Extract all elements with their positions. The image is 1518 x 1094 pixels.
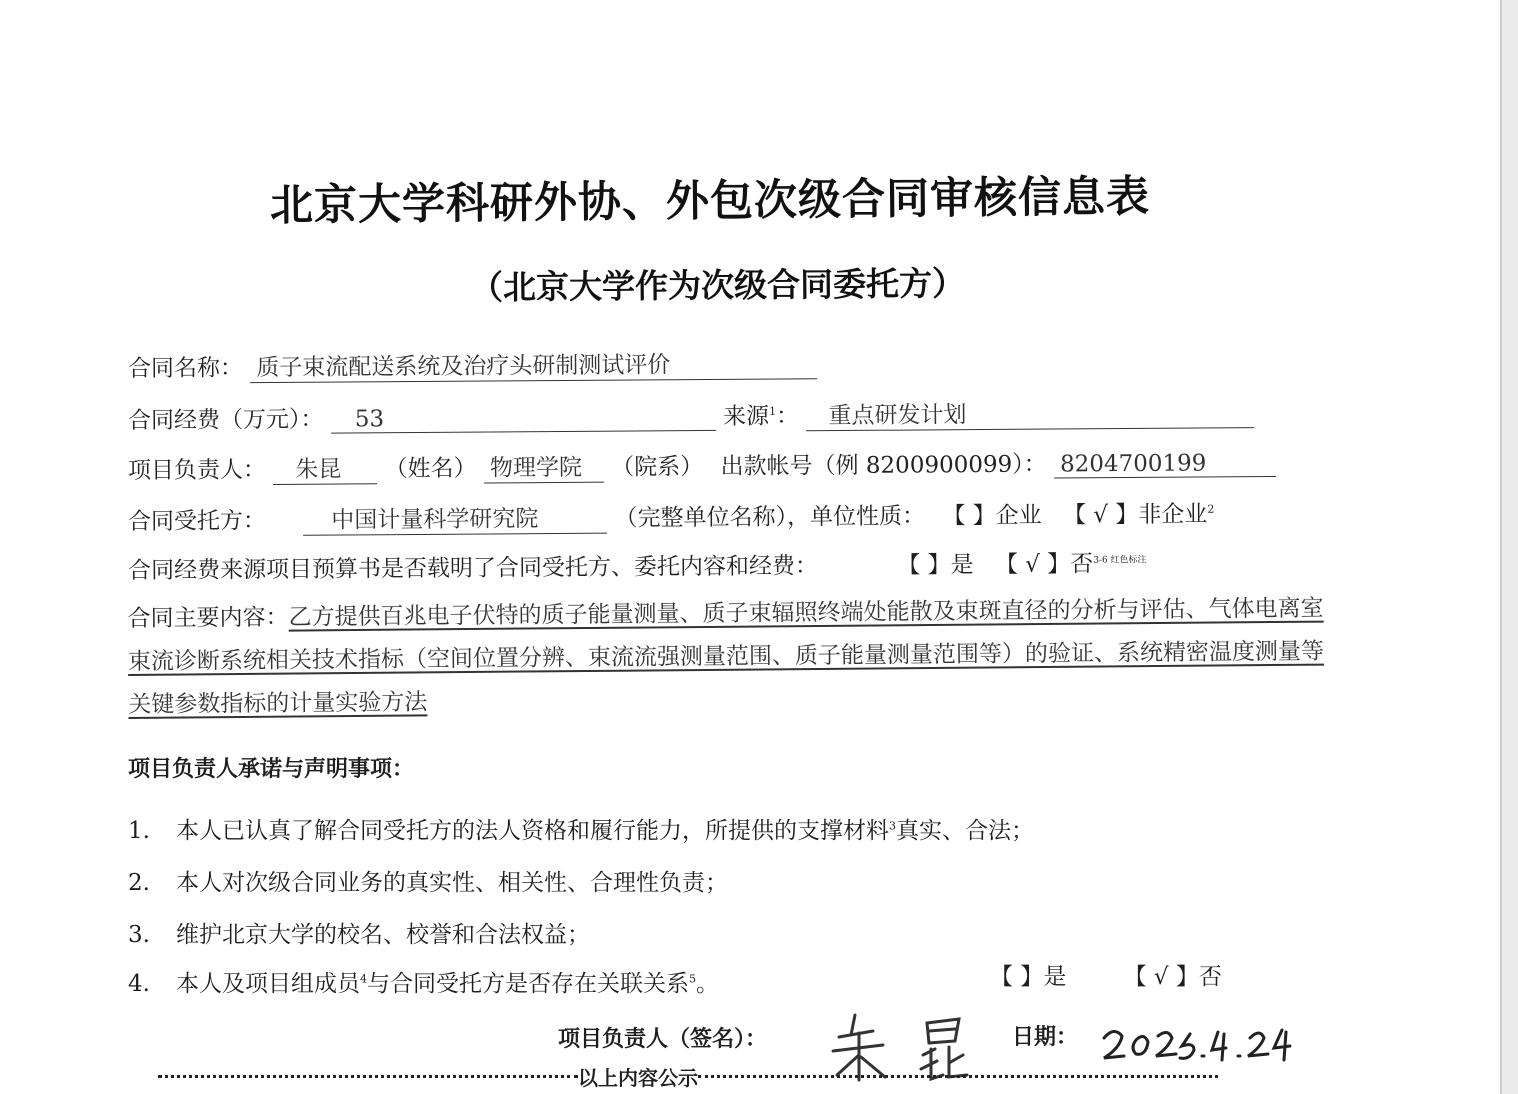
commitment-text-mid: 与合同受托方是否存在关联关系 xyxy=(367,971,689,997)
budget-row xyxy=(128,545,1147,585)
form-subtitle: （北京大学作为次级合同委托方） xyxy=(469,263,966,307)
commitment-number: 4. xyxy=(128,971,150,997)
page-edge-scrollbar xyxy=(1500,0,1518,1094)
commitment-number: 1. xyxy=(128,818,150,844)
public-notice-text: 以上内容公示 xyxy=(578,1066,698,1090)
dept-value: 物理学院 xyxy=(484,449,604,484)
contract-content xyxy=(127,587,1338,727)
relation-yes-checkbox: 【 】 xyxy=(990,964,1044,990)
commitment-number: 2. xyxy=(128,870,150,896)
relation-no-checkbox: 【 √ 】 xyxy=(1123,964,1199,990)
contract-fee-row xyxy=(128,394,1255,436)
dept-hint: （院系） xyxy=(611,453,704,481)
budget-no-label: 否 xyxy=(1070,551,1094,578)
nonenterprise-label: 非企业 xyxy=(1138,501,1208,528)
enterprise-checkbox: 【 】 xyxy=(942,502,996,530)
contract-fee-value: 53 xyxy=(331,404,716,434)
divider-dots-left xyxy=(158,1075,578,1078)
relation-no-label: 否 xyxy=(1198,964,1222,990)
contract-fee-label: 合同经费（万元）： xyxy=(127,406,324,434)
commitments-heading: 项目负责人承诺与声明事项： xyxy=(128,757,415,782)
budget-label: 合同经费来源项目预算书是否载明了合同受托方、委托内容和经费： xyxy=(127,553,819,584)
commitment-text: 维护北京大学的校名、校誉和合法权益； xyxy=(176,922,590,948)
form-title: 北京大学科研外协、外包次级合同审核信息表 xyxy=(269,171,1151,231)
relation-options xyxy=(990,958,1222,991)
content-label: 合同主要内容： xyxy=(127,604,289,633)
content-value: 乙方提供百兆电子伏特的质子能量测量、质子束辐照终端处能散及束斑直径的分析与评估、气体电离室束流诊断系统相关技术指标（空间位置分辨、束流流强测量范围、质子能量测量范围等）的验证、系统精密温度测量等关键参数指标的计量实验方法 xyxy=(127,595,1325,718)
pi-name-hint: （姓名） xyxy=(384,455,477,483)
commitment-item-2 xyxy=(128,864,728,897)
contract-name-value: 质子束流配送系统及治疗头研制测试评价 xyxy=(250,345,817,383)
pi-label: 项目负责人： xyxy=(127,457,267,484)
commitment-text: 本人已认真了解合同受托方的法人资格和履行能力，所提供的支撑材料 xyxy=(176,818,889,844)
budget-note: 3-6 红色标注 xyxy=(1093,555,1147,566)
source-value: 重点研发计划 xyxy=(806,394,1254,431)
divider-dots-right xyxy=(698,1075,1218,1078)
account-value: 8204700199 xyxy=(1054,450,1276,479)
trustee-value: 中国计量科学研究院 xyxy=(303,500,607,536)
commitment-text-tail: 真实、合法； xyxy=(896,818,1034,844)
commitment-text-tail: 。 xyxy=(696,971,719,997)
pi-name-value: 朱昆 xyxy=(273,450,377,485)
signature-label: 项目负责人（签名）： xyxy=(558,1027,768,1052)
commitment-text: 本人对次级合同业务的真实性、相关性、合理性负责； xyxy=(176,870,728,896)
trustee-hint: （完整单位名称），单位性质： xyxy=(614,503,926,532)
pi-row xyxy=(128,444,1276,486)
commitment-footnote-2: 5 xyxy=(689,972,696,986)
contract-name-row xyxy=(128,345,818,384)
source-label: 来源 xyxy=(723,403,770,430)
budget-yes-checkbox: 【 】 xyxy=(897,552,951,579)
commitment-footnote: 3 xyxy=(889,819,896,833)
commitment-item-1 xyxy=(128,812,1034,845)
trustee-label: 合同受托方： xyxy=(127,508,267,535)
contract-name-label: 合同名称： xyxy=(127,355,244,382)
relation-yes-label: 是 xyxy=(1043,964,1067,990)
date-label: 日期： xyxy=(1012,1025,1079,1050)
commitment-number: 3. xyxy=(128,922,150,948)
budget-yes-label: 是 xyxy=(950,552,974,579)
account-label: 出款帐号（例 8200900099）： xyxy=(720,451,1047,480)
commitment-item-4 xyxy=(128,965,719,998)
enterprise-label: 企业 xyxy=(995,502,1042,529)
commitment-item-3 xyxy=(128,916,590,949)
nonenterprise-checkbox: 【 √ 】 xyxy=(1062,501,1139,529)
source-footnote: 1 xyxy=(769,404,777,418)
public-notice-divider xyxy=(158,1062,1278,1091)
commitment-text: 本人及项目组成员 xyxy=(176,971,360,997)
trustee-row xyxy=(128,495,1215,537)
nature-footnote: 2 xyxy=(1207,502,1215,516)
commitment-footnote: 4 xyxy=(360,972,367,986)
source-colon: ： xyxy=(776,403,800,430)
budget-no-checkbox: 【 √ 】 xyxy=(994,551,1071,578)
